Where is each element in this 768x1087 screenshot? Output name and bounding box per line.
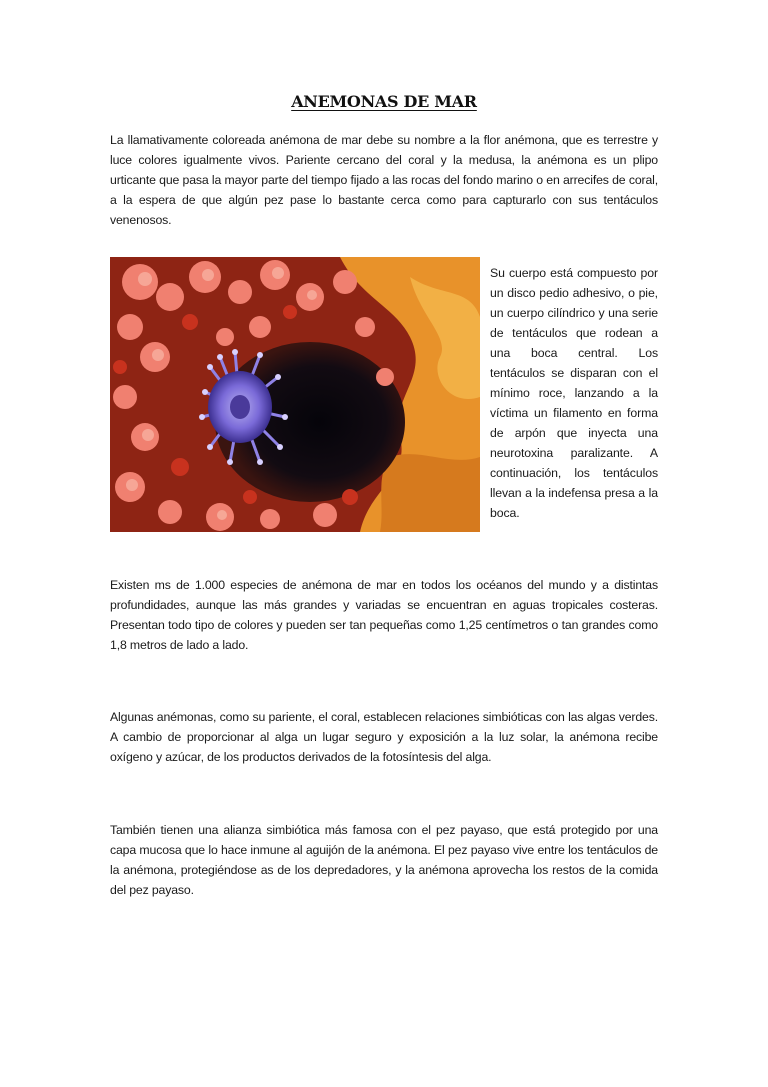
paragraph-body-structure: Su cuerpo está compuesto por un disco pedio adhesivo, o pie, un cuerpo cilíndrico y una serie de tentáculos que rodean a una boca central. Los tentáculos se disparan con el mínimo roce, lanzando a la víctima un filamento en forma de arpón que inyecta una neurotoxina paralizante. A continuación, los tentáculos llevan a la indefensa presa a la boca. — [490, 266, 658, 520]
sea-anemone-photo — [110, 257, 480, 532]
paragraph-symbiosis-clownfish: También tienen una alianza simbiótica más famosa con el pez payaso, que está protegido por una capa mucosa que lo hace inmune al aguijón de la anémona. El pez payaso vive entre los tentáculos de la anémona, protegiéndose as de los depredadores, y la anémona aprovecha los restos de la comida del pez payaso. — [110, 823, 658, 897]
paragraph-intro: La llamativamente coloreada anémona de mar debe su nombre a la flor anémona, que es terrestre y luce colores igualmente vivos. Pariente cercano del coral y la medusa, la anémona es un plipo urticante que pasa la mayor parte del tiempo fijado a las rocas del fondo marino o en arrecifes de coral, a la espera de que algún pez pase lo bastante cerca como para capturarlo con sus tentáculos venenosos. — [110, 133, 658, 227]
paragraph-species: Existen ms de 1.000 especies de anémona de mar en todos los océanos del mundo y a distintas profundidades, aunque las más grandes y variadas se encuentran en aguas tropicales costeras. Presentan todo tipo de colores y pueden ser tan pequeñas como 1,25 centímetros o tan grandes como 1,8 metros de lado a lado. — [110, 578, 658, 652]
paragraph-symbiosis-algae: Algunas anémonas, como su pariente, el coral, establecen relaciones simbióticas con las algas verdes. A cambio de proporcionar al alga un lugar seguro y exposición a la luz solar, la anémona recibe oxígeno y azúcar, de los productos derivados de la fotosíntesis del alga. — [110, 710, 658, 764]
page-title: ANEMONAS DE MAR — [291, 92, 477, 111]
